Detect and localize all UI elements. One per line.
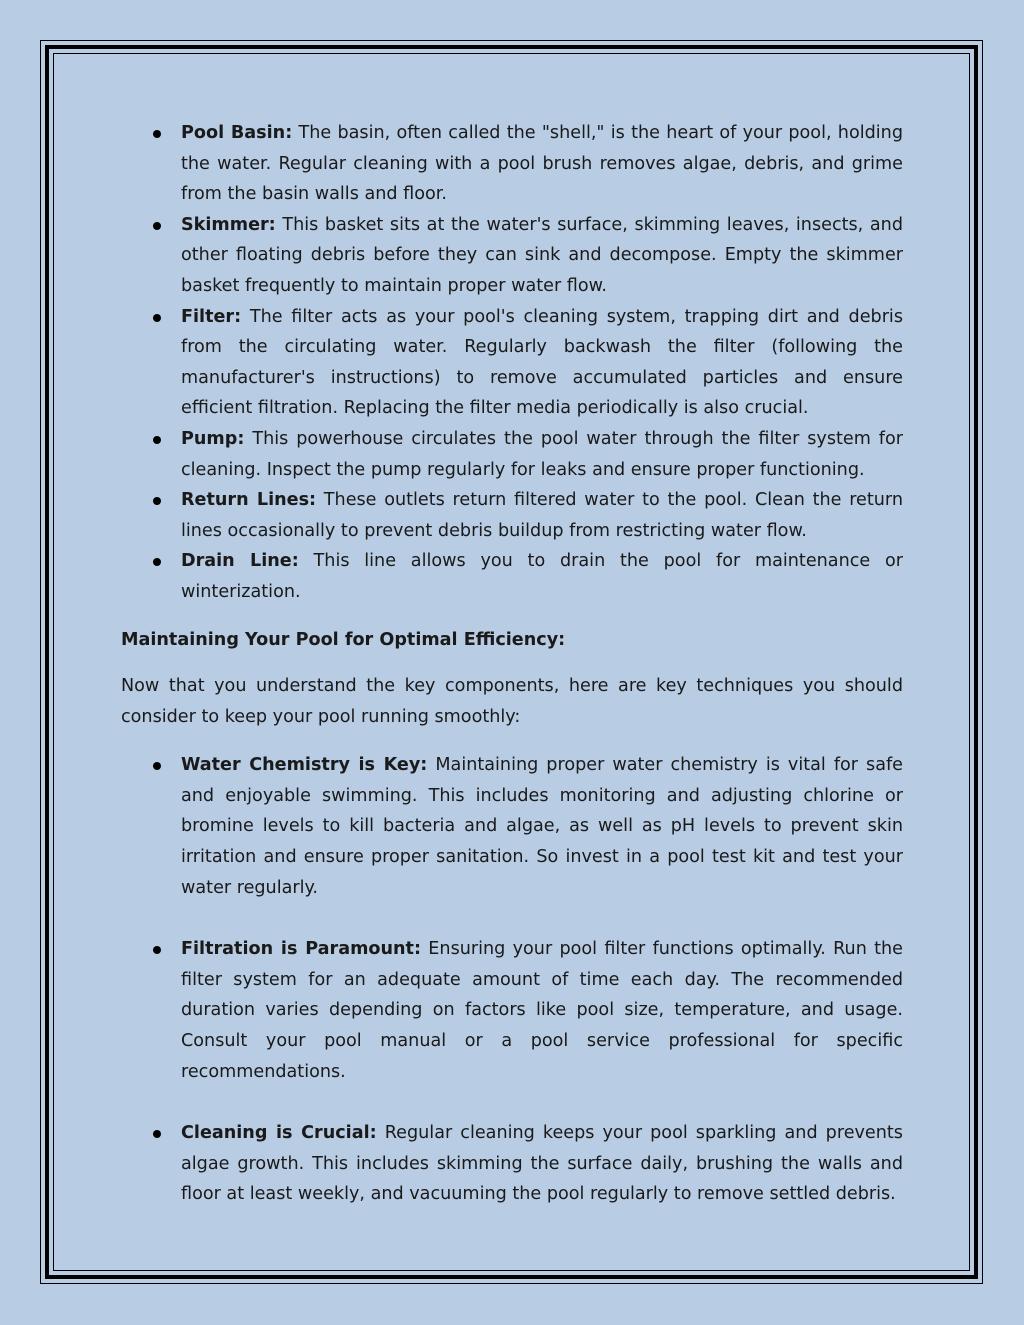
- item-term: Cleaning is Crucial:: [181, 1123, 377, 1144]
- list-item: [121, 546, 903, 607]
- list-item: [121, 934, 903, 1087]
- item-text: Maintaining proper water chemistry is vital for safe and enjoyable swimming. This includes monitoring and adjusting chlorine or bromine levels to kill bacteria and algae, as well as pH levels to prevent skin irritation and ensure proper sanitation. So invest in a pool test kit and test your water regularly.: [181, 755, 903, 898]
- document-body: [121, 118, 903, 1210]
- item-term: Pump:: [181, 428, 245, 449]
- item-text: Ensuring your pool filter functions optimally. Run the filter system for an adequate amount of time each day. The recommended duration varies depending on factors like pool size, temperature, and usage. Consult your pool manual or a pool service professional for specific recommendations.: [181, 939, 904, 1082]
- item-text: Regular cleaning keeps your pool sparkling and prevents algae growth. This includes skimming the surface daily, brushing the walls and floor at least weekly, and vacuuming the pool regularly to remove settled debris.: [181, 1123, 903, 1205]
- list-item: [121, 210, 903, 302]
- list-item: [121, 118, 903, 210]
- intro-paragraph: Now that you understand the key components, here are key techniques you should consider to keep your pool running smoothly:: [121, 676, 903, 727]
- item-term: Filter:: [181, 306, 242, 327]
- item-term: Drain Line:: [181, 551, 299, 572]
- item-text: This powerhouse circulates the pool water through the filter system for cleaning. Inspect the pump regularly for leaks and ensure proper functioning.: [181, 428, 903, 480]
- list-item: [121, 302, 903, 424]
- list-item: [121, 1118, 903, 1210]
- item-term: Skimmer:: [181, 214, 276, 235]
- list-item: [121, 750, 903, 903]
- section-heading: Maintaining Your Pool for Optimal Efficiency:: [121, 629, 566, 650]
- list-item: [121, 424, 903, 485]
- item-term: Filtration is Paramount:: [181, 939, 422, 960]
- item-term: Return Lines:: [181, 490, 317, 511]
- item-text: These outlets return filtered water to the pool. Clean the return lines occasionally to prevent debris buildup from restricting water flow.: [181, 490, 903, 541]
- techniques-list: [121, 750, 903, 1210]
- item-text: This line allows you to drain the pool for maintenance or winterization.: [181, 551, 904, 602]
- components-list: [121, 118, 903, 608]
- item-term: Water Chemistry is Key:: [181, 755, 428, 776]
- item-text: This basket sits at the water's surface, skimming leaves, insects, and other floating debris before they can sink and decompose. Empty the skimmer basket frequently to maintain proper water flow.: [181, 214, 903, 296]
- item-text: The filter acts as your pool's cleaning system, trapping dirt and debris from the circulating water. Regularly backwash the filter (following the manufacturer's instructions) to remove accumulated particles and ensure efficient filtration. Replacing the filter media periodically is also crucial.: [181, 306, 903, 419]
- item-text: The basin, often called the "shell," is the heart of your pool, holding the water. Regular cleaning with a pool brush removes algae, debris, and grime from the basin walls and floor.: [181, 123, 903, 205]
- item-term: Pool Basin:: [181, 123, 293, 143]
- list-item: [121, 485, 903, 546]
